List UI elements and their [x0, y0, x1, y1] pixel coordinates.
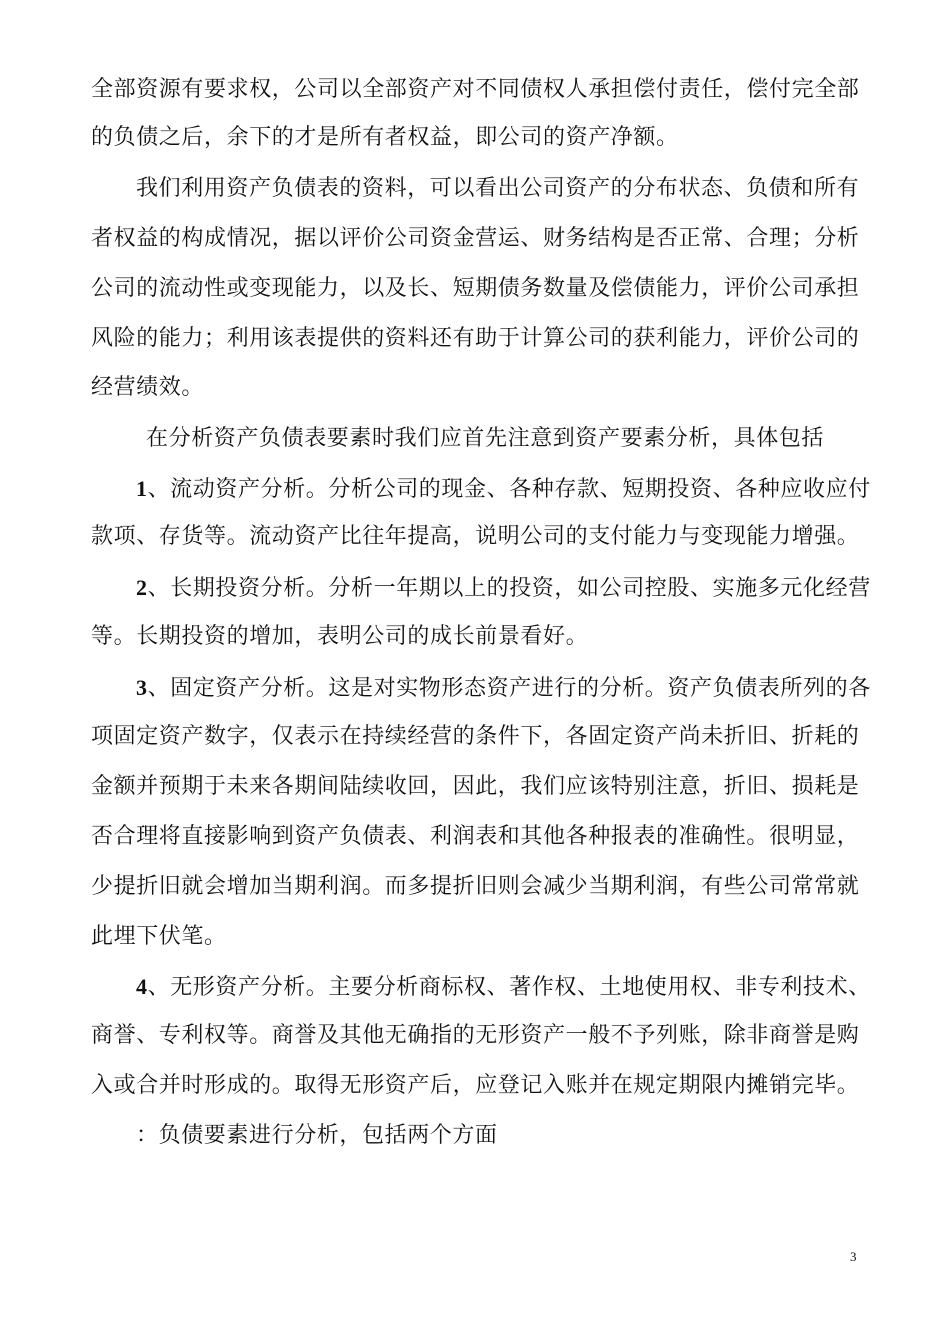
- item-1-number: 1: [136, 476, 148, 501]
- item-3-line-2: 项固定资产数字，仅表示在持续经营的条件下，各固定资产尚未折旧、折耗的: [91, 724, 860, 749]
- paragraph-2-line-1: 我们利用资产负债表的资料，可以看出公司资产的分布状态、负债和所有: [136, 176, 860, 201]
- paragraph-2-line-3: 公司的流动性或变现能力，以及长、短期债务数量及偿债能力，评价公司承担: [91, 276, 860, 301]
- item-3-line-1: [136, 675, 871, 702]
- paragraph-2-line-2: 者权益的构成情况，据以评价公司资金营运、财务结构是否正常、合理；分析: [91, 226, 860, 251]
- item-4-line-1: [136, 974, 871, 1001]
- paragraph-5-line-1: ：负债要素进行分析，包括两个方面: [136, 1123, 498, 1148]
- item-3-line-6: 此埋下伏笔。: [91, 924, 227, 949]
- item-1-line-2: 款项、存货等。流动资产比往年提高，说明公司的支付能力与变现能力增强。: [91, 524, 860, 549]
- item-1-line-1: [136, 476, 871, 503]
- paragraph-1-line-1: 全部资源有要求权，公司以全部资产对不同债权人承担偿付责任，偿付完全部: [91, 77, 860, 102]
- item-4-number: 4: [136, 974, 148, 999]
- page-number: 3: [850, 1249, 857, 1264]
- item-4-text: 、无形资产分析。主要分析商标权、著作权、土地使用权、非专利技术、: [147, 975, 871, 1000]
- item-2-line-1: [136, 575, 871, 602]
- item-4-line-3: 入或合并时形成的。取得无形资产后，应登记入账并在规定期限内摊销完毕。: [91, 1073, 860, 1098]
- item-3-line-5: 少提折旧就会增加当期利润。而多提折旧则会减少当期利润，有些公司常常就: [91, 874, 860, 899]
- paragraph-1-line-2: 的负债之后，余下的才是所有者权益，即公司的资产净额。: [91, 125, 679, 150]
- item-3-text: 、固定资产分析。这是对实物形态资产进行的分析。资产负债表所列的各: [147, 676, 871, 701]
- item-2-text: 、长期投资分析。分析一年期以上的投资，如公司控股、实施多元化经营: [147, 576, 871, 601]
- item-2-line-2: 等。长期投资的增加，表明公司的成长前景看好。: [91, 624, 589, 649]
- paragraph-2-line-5: 经营绩效。: [91, 375, 205, 400]
- paragraph-3-line-1: 在分析资产负债表要素时我们应首先注意到资产要素分析，具体包括: [146, 426, 825, 451]
- item-4-line-2: 商誉、专利权等。商誉及其他无确指的无形资产一般不予列账，除非商誉是购: [91, 1023, 860, 1048]
- item-3-number: 3: [136, 675, 148, 700]
- item-2-number: 2: [136, 575, 148, 600]
- item-1-text: 、流动资产分析。分析公司的现金、各种存款、短期投资、各种应收应付: [147, 477, 871, 502]
- item-3-line-4: 否合理将直接影响到资产负债表、利润表和其他各种报表的准确性。很明显，: [91, 824, 860, 849]
- paragraph-2-line-4: 风险的能力；利用该表提供的资料还有助于计算公司的获利能力，评价公司的: [91, 326, 860, 351]
- item-3-line-3: 金额并预期于未来各期间陆续收回，因此，我们应该特别注意，折旧、损耗是: [91, 774, 860, 799]
